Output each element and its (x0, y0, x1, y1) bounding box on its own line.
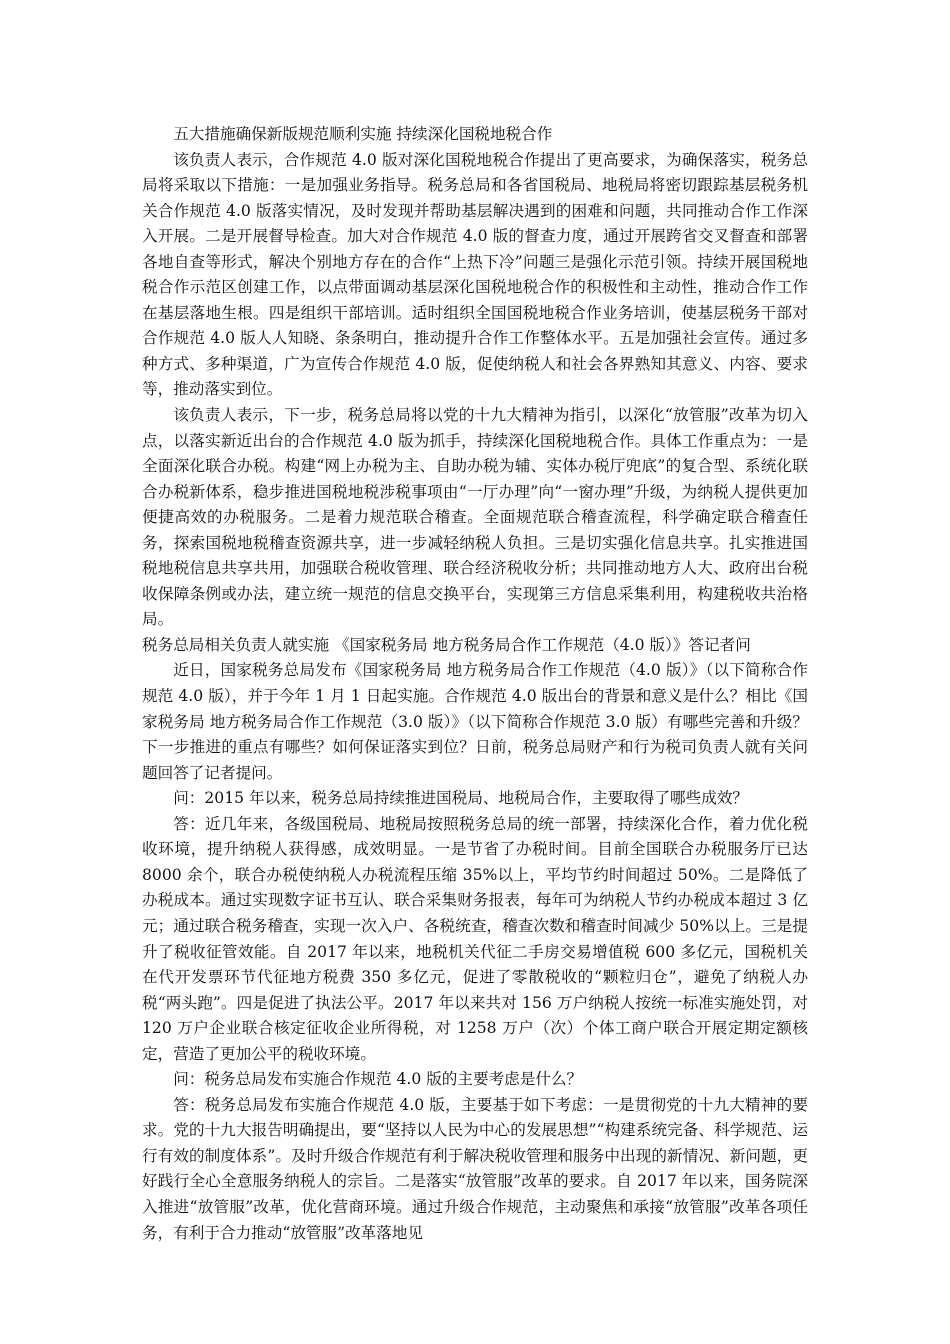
article-title: 税务总局相关负责人就实施 《国家税务局 地方税务局合作工作规范（4.0 版）》答记者问 (142, 635, 751, 654)
answer-2: 答：税务总局发布实施合作规范 4.0 版，主要基于如下考虑：一是贯彻党的十九大精神的要求。党的十九大报告明确提出，要“坚持以人民为中心的发展思想”“构建系统完备、科学规范、运行有效的制度体系”。及时升级合作规范有利于解决税收管理和服务中出现的新情况、新问题，更好践行全心全意服务纳税人的宗旨。二是落实“放管服”改革的要求。自 2017 年以来，国务院深入推进“放管服”改革，优化营商环境。通过升级合作规范，主动聚焦和承接“放管服”改革各项任务，有利于合力推动“放管服”改革落地见 (142, 1095, 808, 1242)
document-page (142, 122, 808, 1246)
section-heading: 五大措施确保新版规范顺利实施 持续深化国税地税合作 (173, 125, 553, 143)
answer-1: 答：近几年来，各级国税局、地税局按照税务总局的统一部署，持续深化合作，着力优化税收环境，提升纳税人获得感，成效明显。一是节省了办税时间。目前全国联合办税服务厅已达 8000 余个，联合办税使纳税人办税流程压缩 35%以上，平均节约时间超过 50%。二是降低了办税成本。通过实现数字证书互认、联合采集财务报表，每年可为纳税人节约办税成本超过 3 亿元；通过联合税务稽查，实现一次入户、各税统查，稽查次数和稽查时间减少 50%以上。三是提升了税收征管效能。自 2017 年以来，地税机关代征二手房交易增值税 600 多亿元，国税机关在代开发票环节代征地方税费 350 多亿元，促进了零散税收的“颗粒归仓”，避免了纳税人办税“两头跑”。四是促进了执法公平。2017 年以来共对 156 万户纳税人按统一标准实施处罚，对 120 万户企业联合核定征收企业所得税，对 1258 万户（次）个体工商户联合开展定期定额核定，营造了更加公平的税收环境。 (142, 814, 808, 1063)
paragraph-next-steps: 该负责人表示，下一步，税务总局将以党的十九大精神为指引，以深化“放管服”改革为切入点，以落实新近出台的合作规范 4.0 版为抓手，持续深化国税地税合作。具体工作重点为：一是全面深化联合办税。构建“网上办税为主、自助办税为辅、实体办税厅兜底”的复合型、系统化联合办税新体系，稳步推进国税地税涉税事项由“一厅办理”向“一窗办理”升级，为纳税人提供更加便捷高效的办税服务。二是着力规范联合稽查。全面规范联合稽查流程，科学确定联合稽查任务，探索国税地税稽查资源共享，进一步减轻纳税人负担。三是切实强化信息共享。扎实推进国税地税信息共享共用，加强联合税收管理、联合经济税收分析；共同推动地方人大、政府出台税收保障条例或办法，建立统一规范的信息交换平台，实现第三方信息采集利用，构建税收共治格局。 (142, 406, 808, 629)
paragraph-measures: 该负责人表示，合作规范 4.0 版对深化国税地税合作提出了更高要求，为确保落实，税务总局将采取以下措施：一是加强业务指导。税务总局和各省国税局、地税局将密切跟踪基层税务机关合作规范 4.0 版落实情况，及时发现并帮助基层解决遇到的困难和问题，共同推动合作工作深入开展。二是开展督导检查。加大对合作规范 4.0 版的督查力度，通过开展跨省交叉督查和部署各地自查等形式，解决个别地方存在的合作“上热下冷”问题三是强化示范引领。持续开展国税地税合作示范区创建工作，以点带面调动基层深化国税地税合作的积极性和主动性，推动合作工作在基层落地生根。四是组织干部培训。适时组织全国国税地税合作业务培训，使基层税务干部对合作规范 4.0 版人人知晓、条条明白，推动提升合作工作整体水平。五是加强社会宣传。通过多种方式、多种渠道，广为宣传合作规范 4.0 版，促使纳税人和社会各界熟知其意义、内容、要求等，推动落实到位。 (142, 150, 808, 399)
question-1: 问：2015 年以来，税务总局持续推进国税局、地税局合作，主要取得了哪些成效？ (173, 789, 749, 808)
question-2: 问：税务总局发布实施合作规范 4.0 版的主要考虑是什么？ (173, 1070, 583, 1089)
paragraph-intro: 近日，国家税务总局发布《国家税务局 地方税务局合作工作规范（4.0 版）》（以下简称合作规范 4.0 版），并于今年 1 月 1 日起实施。合作规范 4.0 版出台的背景和意义是什么？相比《国家税务局 地方税务局合作工作规范（3.0 版）》（以下简称合作规范 3.0 版）有哪些完善和升级？下一步推进的重点有哪些？如何保证落实到位？日前，税务总局财产和行为税司负责人就有关问题回答了记者提问。 (142, 661, 808, 782)
